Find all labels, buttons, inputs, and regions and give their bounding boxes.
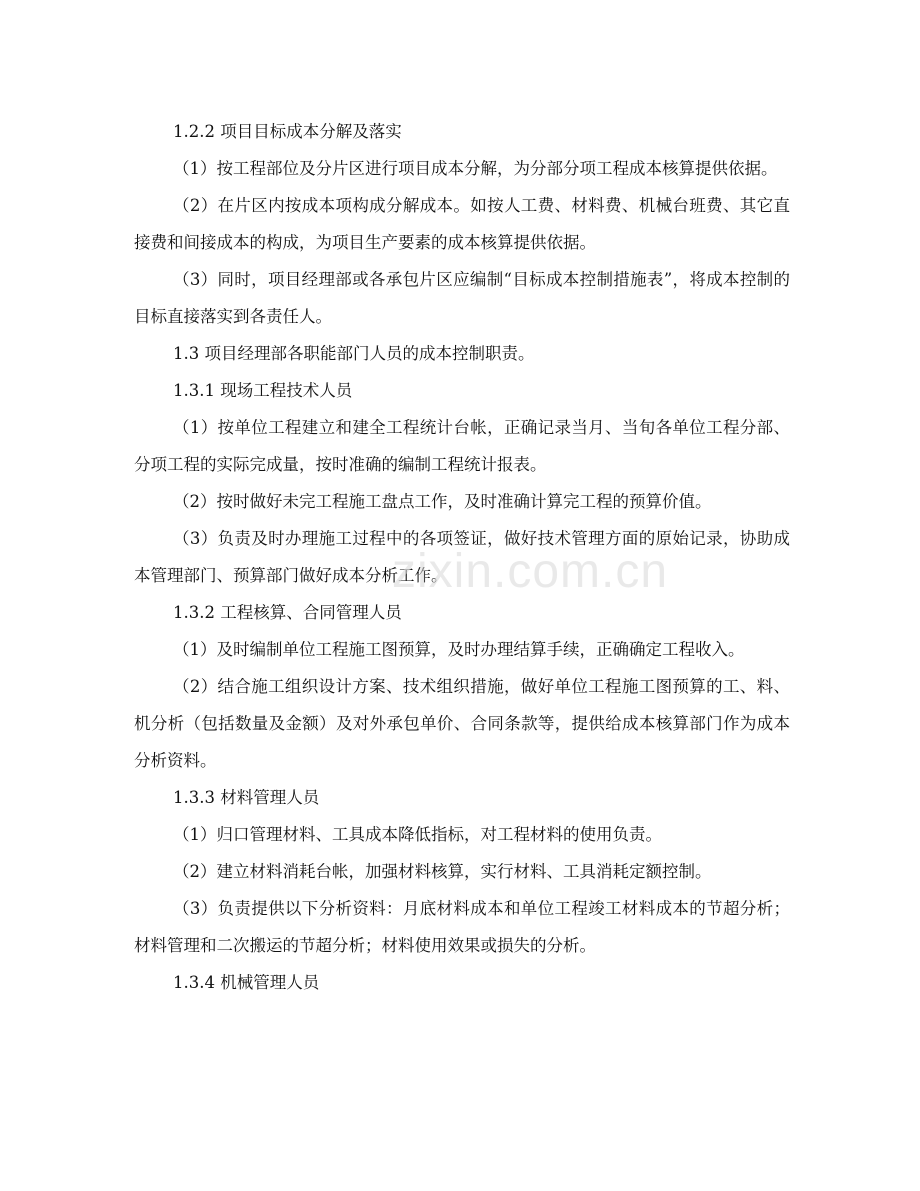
heading-1-2-2 bbox=[134, 113, 790, 150]
paragraph-1-2-2-item-2 bbox=[134, 187, 790, 261]
heading-1-3-2 bbox=[134, 594, 790, 631]
paragraph-text: （1）按工程部位及分片区进行项目成本分解，为分部分项工程成本核算提供依据。 bbox=[173, 159, 778, 178]
paragraph-1-3-1-item-3 bbox=[134, 520, 790, 594]
heading-1-3-4 bbox=[134, 964, 790, 1001]
paragraph-text: （3）负责提供以下分析资料：月底材料成本和单位工程竣工材料成本的节超分析；材料管理和二次搬运的节超分析；材料使用效果或损失的分析。 bbox=[134, 899, 790, 955]
paragraph-text: 1.3.2 工程核算、合同管理人员 bbox=[173, 603, 402, 622]
paragraph-text: （2）建立材料消耗台帐，加强材料核算，实行材料、工具消耗定额控制。 bbox=[173, 862, 712, 881]
paragraph-text: （1）按单位工程建立和建全工程统计台帐，正确记录当月、当旬各单位工程分部、分项工程的实际完成量，按时准确的编制工程统计报表。 bbox=[134, 418, 790, 474]
paragraph-1-3-2-item-1 bbox=[134, 631, 790, 668]
paragraph-1-3-1-item-2 bbox=[134, 483, 790, 520]
heading-1-3-1 bbox=[134, 372, 790, 409]
watermark-text: zixin.com.cn bbox=[392, 545, 669, 598]
paragraph-text: （2）按时做好未完工程施工盘点工作，及时准确计算完工程的预算价值。 bbox=[173, 492, 712, 511]
paragraph-text: 1.3 项目经理部各职能部门人员的成本控制职责。 bbox=[173, 344, 535, 363]
paragraph-text: 1.3.3 材料管理人员 bbox=[173, 788, 320, 807]
paragraph-text: （1）及时编制单位工程施工图预算，及时办理结算手续，正确确定工程收入。 bbox=[173, 640, 745, 659]
paragraph-text: （2）在片区内按成本项构成分解成本。如按人工费、材料费、机械台班费、其它直接费和间接成本的构成，为项目生产要素的成本核算提供依据。 bbox=[134, 196, 790, 252]
paragraph-text: 1.3.4 机械管理人员 bbox=[173, 973, 320, 992]
paragraph-1-2-2-item-1 bbox=[134, 150, 790, 187]
paragraph-text: （1）归口管理材料、工具成本降低指标，对工程材料的使用负责。 bbox=[173, 825, 662, 844]
paragraph-1-3-3-item-3 bbox=[134, 890, 790, 964]
paragraph-text: （2）结合施工组织设计方案、技术组织措施，做好单位工程施工图预算的工、料、机分析（包括数量及金额）及对外承包单价、合同条款等，提供给成本核算部门作为成本分析资料。 bbox=[134, 677, 790, 770]
document-body bbox=[134, 113, 790, 1001]
heading-1-3 bbox=[134, 335, 790, 372]
paragraph-text: （3）同时，项目经理部或各承包片区应编制“目标成本控制措施表”，将成本控制的目标直接落实到各责任人。 bbox=[134, 270, 790, 326]
paragraph-1-3-2-item-2 bbox=[134, 668, 790, 779]
heading-1-3-3 bbox=[134, 779, 790, 816]
paragraph-text: 1.3.1 现场工程技术人员 bbox=[173, 381, 353, 400]
paragraph-text: 1.2.2 项目目标成本分解及落实 bbox=[173, 122, 402, 141]
paragraph-1-3-3-item-2 bbox=[134, 853, 790, 890]
paragraph-text: （3）负责及时办理施工过程中的各项签证，做好技术管理方面的原始记录，协助成本管理部门、预算部门做好成本分析工作。 bbox=[134, 529, 790, 585]
paragraph-1-3-1-item-1 bbox=[134, 409, 790, 483]
paragraph-1-3-3-item-1 bbox=[134, 816, 790, 853]
paragraph-1-2-2-item-3 bbox=[134, 261, 790, 335]
